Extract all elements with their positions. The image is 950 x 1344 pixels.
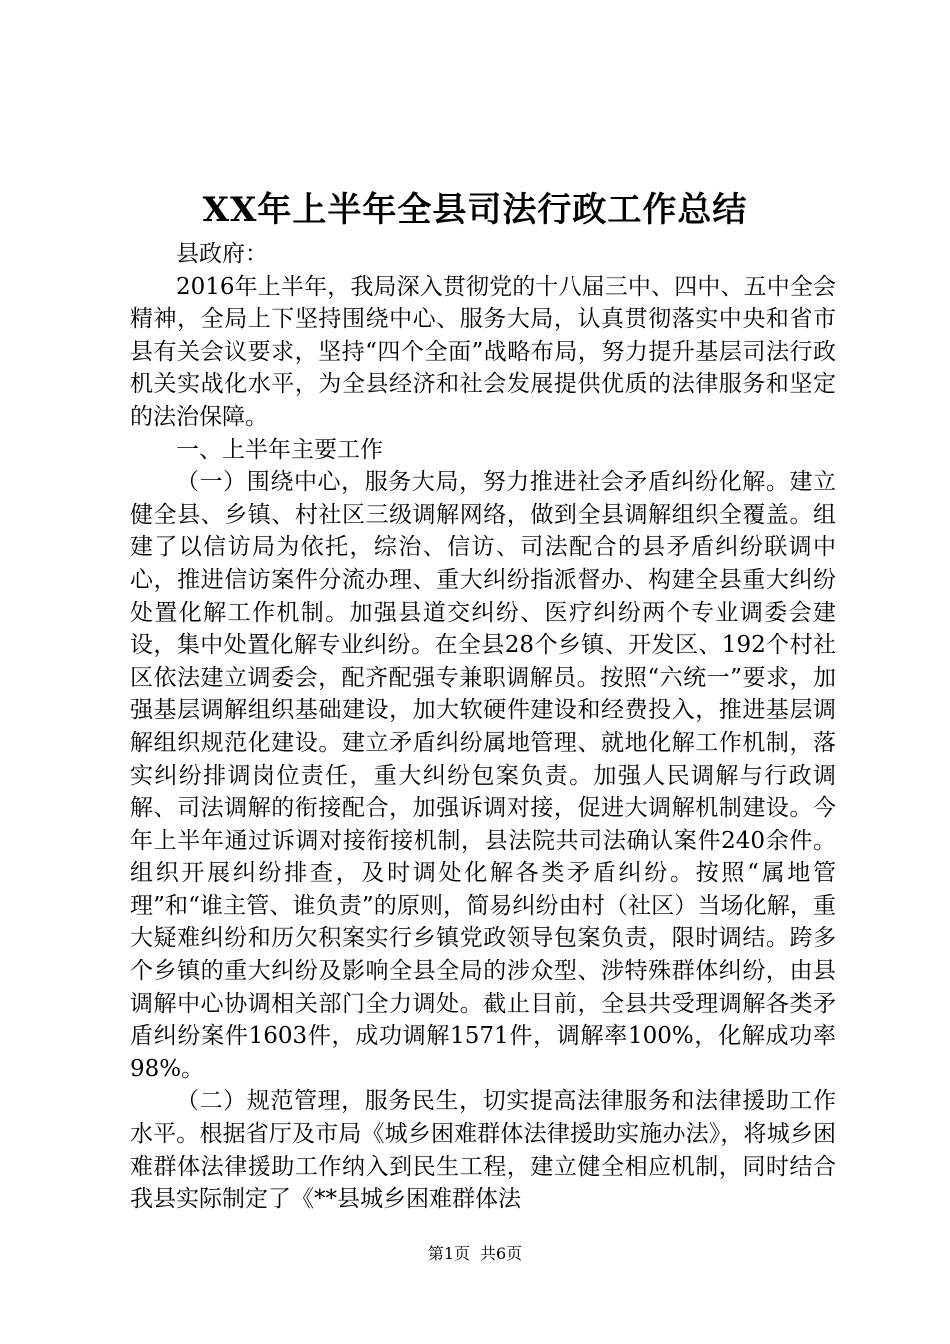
subsection-2-paragraph: （二）规范管理，服务民生，切实提高法律服务和法律援助工作水平。根据省厅及市局《城乡困难群体法律援助实施办法》，将城乡困难群体法律援助工作纳入到民生工程，建立健全相应机制，同时结合我县实际制定了《**县城乡困难群体法 [130,1088,836,1213]
page-number: 第1页 [427,1244,470,1263]
section-heading-1: 一、上半年主要工作 [176,436,383,463]
page-footer [0,1243,950,1265]
intro-paragraph: 2016年上半年，我局深入贯彻党的十八届三中、四中、五中全会精神，全局上下坚持围绕中心、服务大局，认真贯彻落实中央和省市县有关会议要求，坚持“四个全面”战略布局，努力提升基层司法行政机关实战化水平，为全县经济和社会发展提供优质的法律服务和坚定的法治保障。 [130,273,836,430]
salutation: 县政府： [176,241,268,267]
page-total: 共6页 [480,1244,523,1263]
document-title: XX年上半年全县司法行政工作总结 [202,190,748,230]
subsection-1-paragraph: （一）围绕中心，服务大局，努力推进社会矛盾纠纷化解。建立健全县、乡镇、村社区三级调解网络，做到全县调解组织全覆盖。组建了以信访局为依托，综治、信访、司法配合的县矛盾纠纷联调中心，推进信访案件分流办理、重大纠纷指派督办、构建全县重大纠纷处置化解工作机制。加强县道交纠纷、医疗纠纷两个专业调委会建设，集中处置化解专业纠纷。在全县28个乡镇、开发区、192个村社区依法建立调委会，配齐配强专兼职调解员。按照“六统一”要求，加强基层调解组织基础建设，加大软硬件建设和经费投入，推进基层调解组织规范化建设。建立矛盾纠纷属地管理、就地化解工作机制，落实纠纷排调岗位责任，重大纠纷包案负责。加强人民调解与行政调解、司法调解的衔接配合，加强诉调对接，促进大调解机制建设。今年上半年通过诉调对接衔接机制，县法院共司法确认案件240余件。组织开展纠纷排查，及时调处化解各类矛盾纠纷。按照“属地管理”和“谁主管、谁负责”的原则，简易纠纷由村（社区）当场化解，重大疑难纠纷和历欠积案实行乡镇党政领导包案负责，限时调结。跨多个乡镇的重大纠纷及影响全县全局的涉众型、涉特殊群体纠纷，由县调解中心协调相关部门全力调处。截止目前，全县共受理调解各类矛盾纠纷案件1603件，成功调解1571件，调解率100%，化解成功率98%。 [130,469,836,1082]
document-body [130,238,836,1216]
